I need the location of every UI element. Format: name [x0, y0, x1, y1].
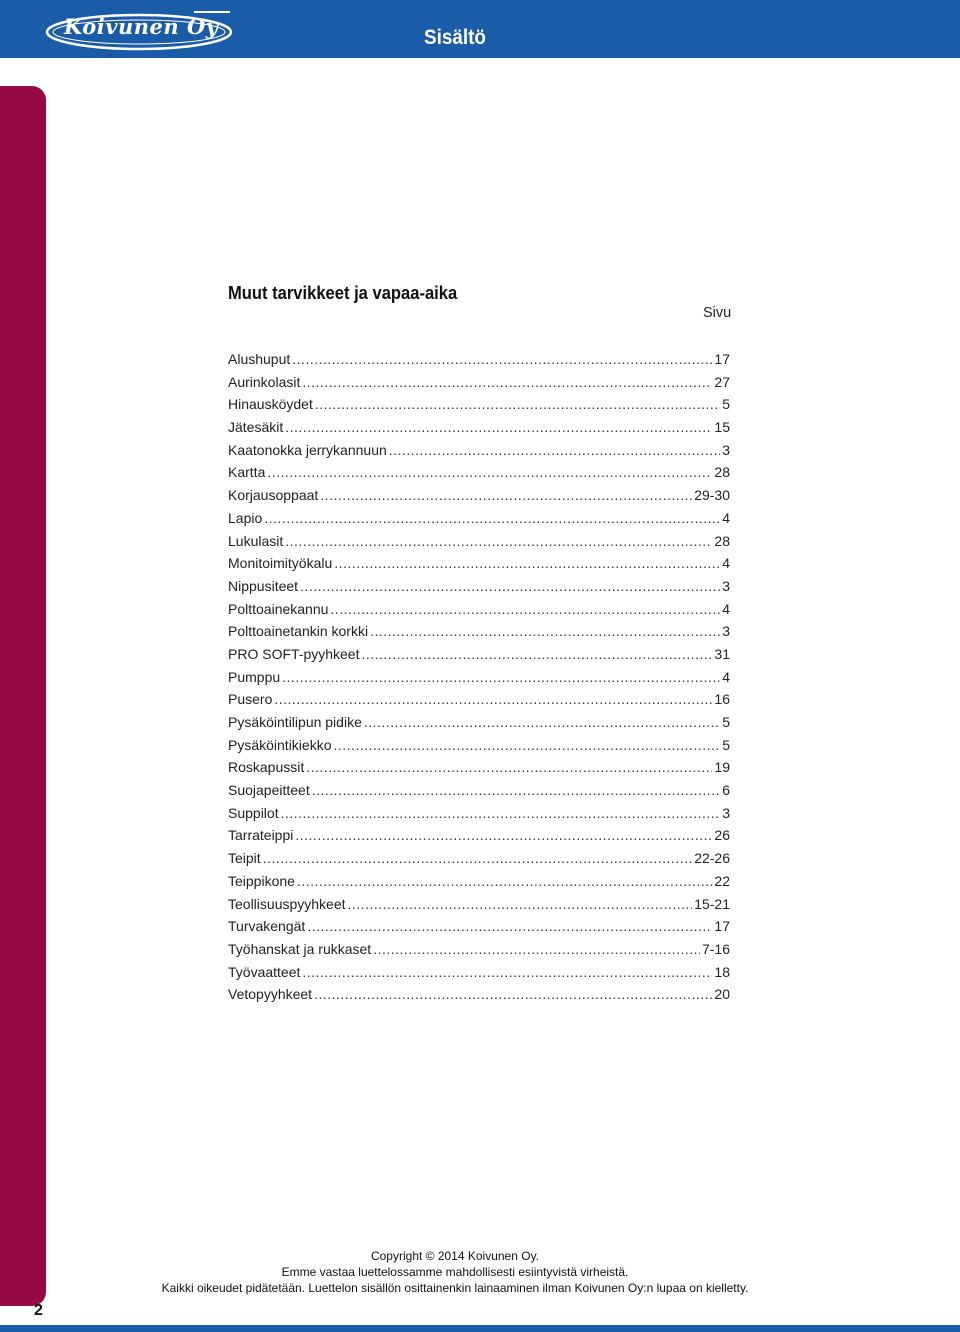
toc-entry: [228, 983, 730, 1006]
page-header: [0, 0, 960, 58]
toc-entry-page: 18: [714, 963, 730, 980]
toc-leader-dots: [274, 688, 712, 711]
toc-leader-dots: [320, 484, 692, 507]
toc-entry-page: 5: [722, 714, 730, 730]
toc-entry-page: 3: [722, 623, 730, 640]
footer: [150, 1248, 760, 1296]
toc-entry: [228, 620, 730, 643]
toc-entry-page: 29-30: [694, 487, 730, 504]
toc-entry: [228, 507, 730, 530]
toc-leader-dots: [306, 756, 712, 779]
toc-entry-name: Suppilot: [228, 804, 279, 821]
toc-entry-page: 3: [722, 577, 730, 594]
toc-entry-page: 26: [714, 827, 730, 844]
toc-entry-name: Alushuput: [228, 351, 291, 367]
toc-leader-dots: [297, 870, 712, 893]
toc-leader-dots: [312, 779, 720, 802]
toc-entry-name: Työvaatteet: [228, 963, 301, 980]
toc-entry-page: 4: [722, 509, 730, 526]
toc-leader-dots: [330, 598, 720, 621]
toc-leader-dots: [302, 371, 712, 394]
toc-entry: [228, 961, 730, 984]
toc-entry: [228, 530, 730, 553]
toc-entry-name: Teippikone: [228, 872, 295, 889]
toc-entry-name: Aurinkolasit: [228, 373, 301, 390]
toc-entry-name: Polttoainekannu: [228, 600, 329, 617]
toc-entry-name: Lapio: [228, 509, 263, 526]
toc-entry-name: Roskapussit: [228, 759, 305, 776]
toc-leader-dots: [282, 666, 720, 689]
toc-leader-dots: [281, 802, 721, 825]
toc-entry: [228, 779, 730, 802]
toc-entry: [228, 756, 730, 779]
toc-entry-name: Suojapeitteet: [228, 782, 310, 799]
toc-entry-name: Työhanskat ja rukkaset: [228, 940, 372, 957]
toc-entry-name: Vetopyyhkeet: [228, 986, 313, 1003]
logo-text: Koivunen Oy: [64, 14, 219, 39]
toc-entry-name: Teipit: [228, 850, 261, 867]
toc-leader-dots: [364, 711, 720, 734]
toc-leader-dots: [263, 847, 693, 870]
toc-entry-name: Pumppu: [228, 668, 281, 685]
toc-entry-page: 7-16: [701, 940, 730, 957]
toc-entry-page: 3: [722, 804, 730, 821]
toc-entry: [228, 870, 730, 893]
toc-leader-dots: [307, 915, 712, 938]
toc-leader-dots: [373, 938, 700, 961]
toc-entry-name: Pysäköintilipun pidike: [228, 714, 362, 730]
toc-entry: [228, 484, 730, 507]
toc-leader-dots: [348, 893, 693, 916]
toc-entry-name: Jätesäkit: [228, 419, 284, 436]
toc-leader-dots: [285, 530, 712, 553]
toc-entry-page: 22-26: [694, 850, 730, 867]
toc-entry-name: Tarrateippi: [228, 827, 294, 844]
toc-entry-name: Pysäköintikiekko: [228, 736, 332, 753]
toc-entry: [228, 416, 730, 439]
toc-entry: [228, 734, 730, 757]
toc-leader-dots: [295, 824, 712, 847]
toc-entry: [228, 688, 730, 711]
toc-entry-page: 5: [722, 396, 730, 413]
toc-entry: [228, 598, 730, 621]
toc-entry-name: Teollisuuspyyhkeet: [228, 895, 346, 912]
toc-entry: [228, 938, 730, 961]
toc-entry-name: Pusero: [228, 691, 273, 708]
toc-entry-page: 4: [722, 555, 730, 572]
toc-leader-dots: [285, 416, 712, 439]
toc-entry-page: 16: [714, 691, 730, 708]
table-of-contents: [228, 348, 730, 1006]
toc-entry: [228, 552, 730, 575]
header-title: Sisältö: [424, 26, 486, 49]
toc-leader-dots: [370, 620, 720, 643]
section-title: Muut tarvikkeet ja vapaa-aika: [228, 283, 458, 303]
toc-entry-name: Kaatonokka jerrykannuun: [228, 441, 387, 458]
toc-entry-name: Hinausköydet: [228, 396, 313, 413]
toc-entry: [228, 666, 730, 689]
toc-leader-dots: [334, 552, 720, 575]
toc-entry-page: 3: [722, 441, 730, 458]
page-number: 2: [34, 1302, 43, 1319]
toc-entry-page: 27: [714, 373, 730, 390]
toc-entry-page: 17: [714, 351, 730, 367]
toc-leader-dots: [361, 643, 712, 666]
toc-entry: [228, 461, 730, 484]
toc-entry-name: Polttoainetankin korkki: [228, 623, 369, 640]
toc-leader-dots: [334, 734, 721, 757]
toc-entry: [228, 711, 730, 734]
toc-entry: [228, 802, 730, 825]
toc-entry: [228, 575, 730, 598]
toc-leader-dots: [267, 461, 712, 484]
toc-entry-page: 28: [714, 464, 730, 481]
toc-entry-page: 15-21: [694, 895, 730, 912]
toc-entry: [228, 439, 730, 462]
toc-leader-dots: [300, 575, 720, 598]
toc-entry-page: 4: [722, 668, 730, 685]
toc-entry-name: Nippusiteet: [228, 577, 299, 594]
toc-entry-name: Turvakengät: [228, 918, 306, 935]
toc-leader-dots: [292, 348, 712, 371]
toc-entry-name: PRO SOFT-pyyhkeet: [228, 645, 360, 662]
toc-entry-page: 15: [714, 419, 730, 436]
toc-entry-name: Lukulasit: [228, 532, 284, 549]
toc-entry-name: Korjausoppaat: [228, 487, 319, 504]
toc-entry: [228, 824, 730, 847]
footer-disclaimer: Emme vastaa luettelossamme mahdollisesti esiintyvistä virheistä.: [281, 1265, 629, 1279]
toc-entry-page: 5: [722, 736, 730, 753]
footer-rights: Kaikki oikeudet pidätetään. Luettelon sisällön osittainenkin lainaaminen ilman Koivunen Oy:n lupaa on kielletty.: [161, 1281, 749, 1295]
toc-entry-page: 28: [714, 532, 730, 549]
toc-leader-dots: [314, 983, 712, 1006]
footer-copyright: Copyright © 2014 Koivunen Oy.: [370, 1249, 540, 1263]
bottom-rule: [0, 1325, 960, 1332]
toc-entry-page: 6: [722, 782, 730, 799]
toc-entry-name: Monitoimityökalu: [228, 555, 333, 572]
toc-entry: [228, 393, 730, 416]
page-column-label: Sivu: [703, 305, 732, 321]
toc-entry: [228, 893, 730, 916]
toc-entry: [228, 643, 730, 666]
toc-entry-page: 20: [714, 986, 730, 1003]
toc-leader-dots: [389, 439, 720, 462]
toc-entry: [228, 371, 730, 394]
toc-leader-dots: [302, 961, 712, 984]
toc-leader-dots: [315, 393, 720, 416]
toc-entry-page: 17: [714, 918, 730, 935]
toc-entry-page: 31: [714, 645, 730, 662]
toc-leader-dots: [264, 507, 720, 530]
toc-entry-page: 4: [722, 600, 730, 617]
toc-entry-page: 19: [714, 759, 730, 776]
toc-entry: [228, 348, 730, 371]
toc-entry: [228, 915, 730, 938]
toc-entry-page: 22: [714, 872, 730, 889]
sidebar-tab: [0, 86, 46, 1306]
toc-entry: [228, 847, 730, 870]
toc-entry-name: Kartta: [228, 464, 266, 481]
